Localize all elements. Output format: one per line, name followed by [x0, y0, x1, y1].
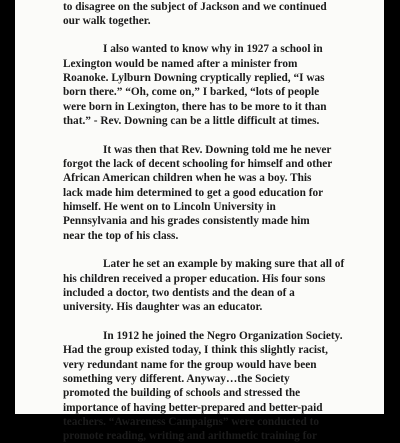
text-line: were born in Lexington, there has to be more to it than	[63, 101, 327, 113]
text-line: Later he set an example by making sure that all of	[103, 258, 345, 270]
text-line: to disagree on the subject of Jackson and we continued	[63, 1, 327, 13]
text-line: that.” - Rev. Downing can be a little difficult at times.	[63, 115, 320, 127]
text-line: himself. He went on to Lincoln University in	[63, 201, 276, 213]
text-line: Pennsylvania and his grades consistently made him	[63, 215, 310, 227]
text-line: forgot the lack of decent schooling for himself and other	[63, 158, 333, 170]
text-line: his children received a proper education. His four sons	[63, 273, 326, 285]
text-line: It was then that Rev. Downing told me he never	[103, 144, 332, 156]
text-line: near the top of his class.	[63, 230, 179, 242]
text-line: promote reading, writing and arithmetic training for	[63, 430, 318, 442]
text-line: included a doctor, two dentists and the dean of a	[63, 287, 295, 299]
text-line: promoted the building of schools and stressed the	[63, 387, 301, 399]
text-line: born there.” “Oh, come on,” I barked, “lots of people	[63, 86, 320, 98]
text-line: lack made him determined to get a good education for	[63, 187, 324, 199]
text-line: I also wanted to know why in 1927 a school in	[103, 43, 323, 55]
text-line: very redundant name for the group would have been	[63, 359, 317, 371]
text-line: Roanoke. Lylburn Downing cryptically replied, “I was	[63, 72, 325, 84]
text-line: our walk together.	[63, 15, 151, 27]
text-line: university. His daughter was an educator.	[63, 301, 263, 313]
text-line: African American children when he was a boy. This	[63, 172, 312, 184]
text-line: something very different. Anyway…the Society	[63, 373, 290, 385]
text-line: Had the group existed today, I think this slightly racist,	[63, 344, 328, 356]
text-line: teachers. “Awareness Campaigns” were conducted to	[63, 416, 320, 428]
document-page	[15, 0, 384, 442]
text-line: In 1912 he joined the Negro Organization Society.	[103, 330, 343, 342]
text-line: Lexington would be named after a minister from	[63, 58, 298, 70]
text-line: importance of having better-prepared and better-paid	[63, 402, 323, 414]
